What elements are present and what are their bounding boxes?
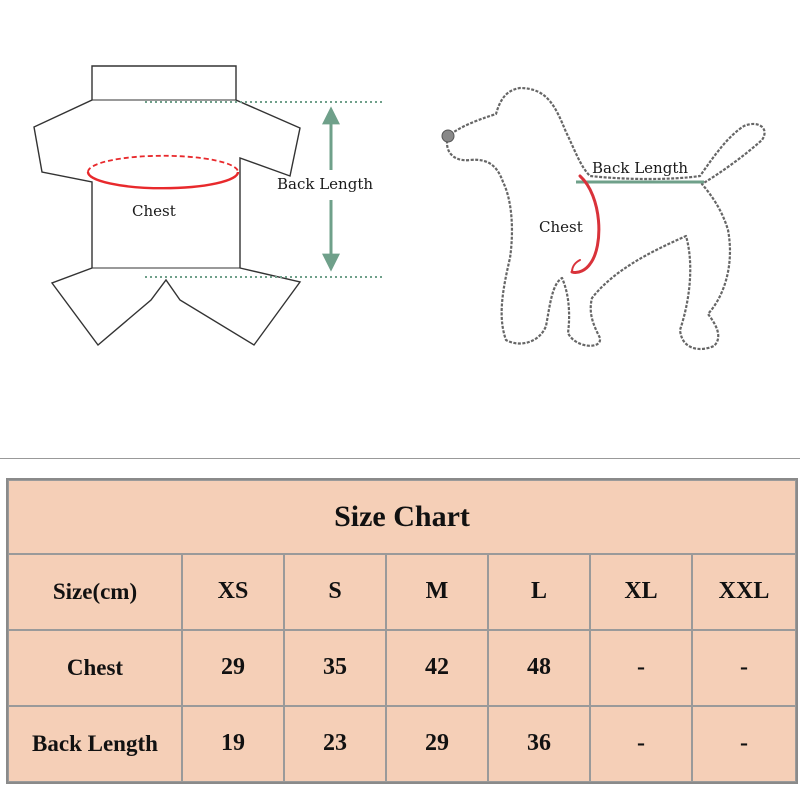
header-cell: M (386, 554, 488, 630)
dog-outline (447, 88, 765, 349)
header-cell: XXL (692, 554, 796, 630)
row-label-back-length: Back Length (8, 706, 182, 782)
table-cell: - (590, 706, 692, 782)
header-cell: XS (182, 554, 284, 630)
size-chart-title: Size Chart (8, 480, 796, 554)
row-label-chest: Chest (8, 630, 182, 706)
size-chart-table (6, 478, 798, 784)
table-cell: - (692, 630, 796, 706)
table-cell: - (692, 706, 796, 782)
dog-back-length-label: Back Length (592, 159, 689, 177)
divider (0, 458, 800, 459)
table-row (8, 706, 796, 782)
table-cell: 29 (386, 706, 488, 782)
size-chart-section (0, 458, 800, 800)
header-cell: S (284, 554, 386, 630)
table-header-row (8, 554, 796, 630)
garment-back-length-label: Back Length (277, 175, 374, 193)
garment-diagram (34, 66, 382, 345)
table-row (8, 630, 796, 706)
header-cell: L (488, 554, 590, 630)
table-cell: 35 (284, 630, 386, 706)
header-cell: XL (590, 554, 692, 630)
garment-chest-label: Chest (132, 202, 176, 220)
table-cell: 19 (182, 706, 284, 782)
header-cell: Size(cm) (8, 554, 182, 630)
table-cell: 48 (488, 630, 590, 706)
table-cell: 23 (284, 706, 386, 782)
table-cell: 36 (488, 706, 590, 782)
dog-nose-icon (442, 130, 454, 142)
table-cell: 42 (386, 630, 488, 706)
table-cell: - (590, 630, 692, 706)
dog-chest-label: Chest (539, 218, 583, 236)
dog-diagram (442, 88, 765, 349)
table-cell: 29 (182, 630, 284, 706)
